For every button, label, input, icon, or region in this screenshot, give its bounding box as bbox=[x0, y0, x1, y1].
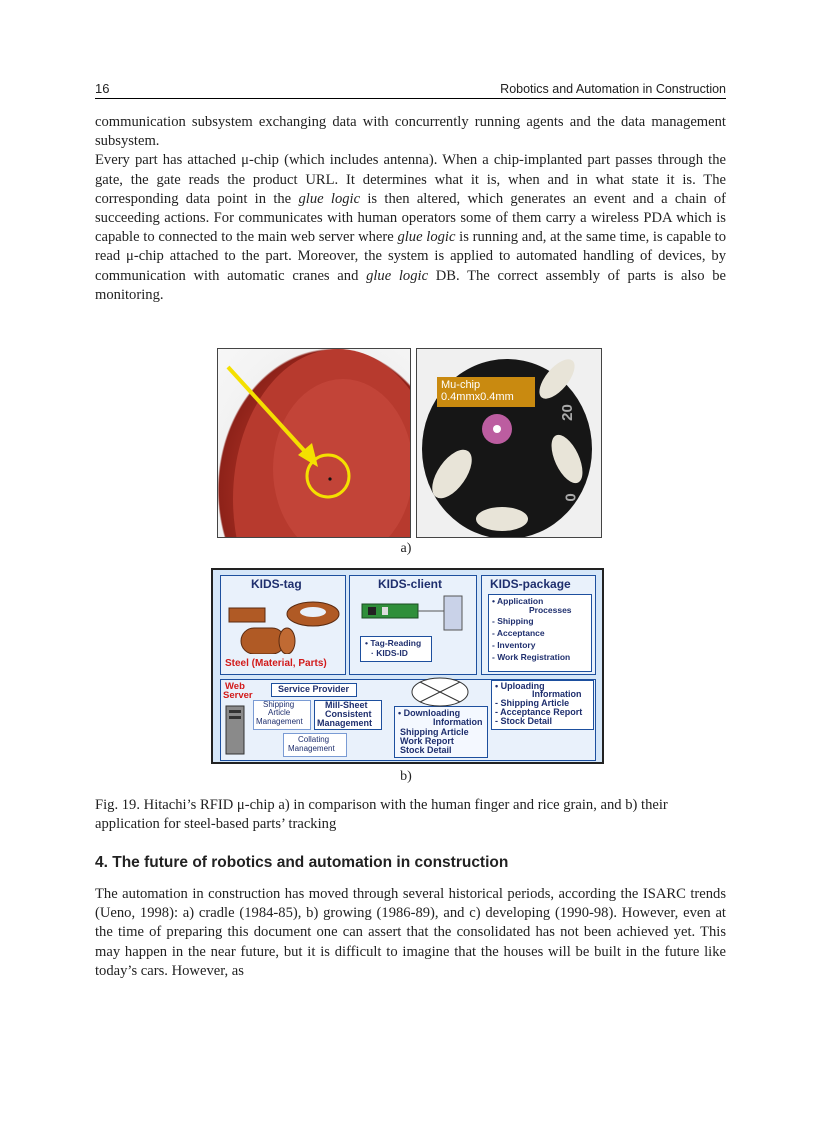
figure-b-diagram bbox=[211, 568, 604, 764]
paragraph-1: communication subsystem exchanging data with concurrently running agents and the data management subsystem. bbox=[95, 114, 726, 150]
mill-line: Mill-Sheet bbox=[325, 700, 368, 710]
figure-a bbox=[217, 348, 604, 538]
steel-label: Steel (Material, Parts) bbox=[225, 658, 327, 669]
up-line: Information bbox=[532, 689, 582, 699]
dl-line: Shipping Article bbox=[400, 727, 469, 737]
pkg-item: - Work Registration bbox=[492, 652, 571, 662]
up-line: - Acceptance Report bbox=[495, 707, 583, 717]
up-line: • Uploading bbox=[495, 681, 545, 691]
pkg-item: - Acceptance bbox=[492, 628, 545, 638]
page bbox=[95, 78, 726, 979]
uploading-box bbox=[491, 680, 594, 730]
shipping-article-box bbox=[253, 700, 311, 730]
paragraph-2: Every part has attached μ-chip (which includes antenna). When a chip-implanted part passes through the gate, the gate reads the product URL. It determines what it is, when and in what state it is. The corresponding data point in the glue logic is then altered, which generates an event and a chain of succeeding actions. For communicates with human operators some of them carry a wireless PDA which is capable to connected to the main web server where glue logic is running and, at the same time, is capable to read μ-chip attached to the part. Moreover, the system is applied to automated handling of devices, by communication with automatic cranes and glue logic DB. The correct assembly of parts is also be monitoring. bbox=[95, 152, 726, 303]
dl-line: Information bbox=[433, 717, 483, 727]
ruler-mark-0: 0 bbox=[562, 493, 580, 502]
running-header bbox=[95, 78, 726, 99]
mu-chip-label: Mu-chip bbox=[441, 379, 481, 391]
tag-reading-line1: • Tag-Reading bbox=[365, 638, 422, 648]
mill-line: Management bbox=[317, 718, 373, 728]
collating-box bbox=[283, 733, 347, 757]
kids-package-title: KIDS-package bbox=[490, 577, 571, 591]
finger-illustration bbox=[218, 349, 411, 538]
package-process-list bbox=[488, 594, 592, 672]
kids-tag-title: KIDS-tag bbox=[251, 577, 302, 591]
glue-logic-term: glue logic bbox=[298, 190, 361, 207]
pkg-item: • Application bbox=[492, 596, 544, 606]
coll-line: Management bbox=[288, 744, 335, 753]
reader-device-icon bbox=[352, 594, 476, 634]
rice-grain-illustration bbox=[417, 349, 602, 538]
up-line: - Stock Detail bbox=[495, 716, 553, 726]
dl-line: • Downloading bbox=[398, 708, 461, 718]
tag-reading-line2: · KIDS-ID bbox=[371, 648, 408, 658]
body-text bbox=[95, 113, 726, 305]
up-line: - Shipping Article bbox=[495, 698, 570, 708]
mill-line: Consistent bbox=[325, 709, 372, 719]
coll-line: Collating bbox=[298, 735, 330, 744]
kids-client-title: KIDS-client bbox=[378, 577, 443, 591]
web-server-label-2: Server bbox=[223, 690, 253, 701]
figure-label-b: b) bbox=[400, 769, 412, 784]
glue-logic-term: glue logic bbox=[366, 267, 429, 284]
server-icon bbox=[224, 704, 248, 756]
paragraph-3: The automation in construction has moved through several historical periods, according the ISARC trends (Ueno, 1998): a) cradle (1984-85), b) growing (1986-89), and c) developing (1990-98). However, even at the time of preparing this document one can assert that the consolidated has not been achieved yet. This may happen in the near future, but it is difficult to imagine that the houses will be built in the future like today’s cars. However, as bbox=[95, 886, 726, 979]
web-server-panel bbox=[220, 679, 596, 761]
ship-art-line: Article bbox=[268, 708, 291, 717]
rice-grain-photo bbox=[416, 348, 602, 538]
downloading-box bbox=[394, 706, 488, 758]
kids-tag-panel bbox=[220, 575, 346, 675]
glue-logic-term: glue logic bbox=[397, 229, 456, 246]
dl-line: Stock Detail bbox=[400, 745, 452, 755]
running-title: Robotics and Automation in Construction bbox=[500, 82, 726, 96]
steel-parts-icon bbox=[223, 594, 343, 654]
pkg-item: Processes bbox=[529, 605, 572, 615]
section-heading: 4. The future of robotics and automation in construction bbox=[95, 854, 509, 871]
tag-reading-box bbox=[360, 636, 432, 662]
figure-caption: Fig. 19. Hitachi’s RFID μ-chip a) in comparison with the human finger and rice grain, and b) their application for steel-based parts’ tracking bbox=[95, 797, 668, 833]
page-number: 16 bbox=[95, 81, 110, 96]
figure-label-a: a) bbox=[400, 541, 412, 556]
mill-sheet-box bbox=[314, 700, 382, 730]
ship-art-line: Management bbox=[256, 717, 303, 726]
kids-client-panel bbox=[349, 575, 477, 675]
dl-line: Work Report bbox=[400, 736, 454, 746]
network-hub-icon bbox=[395, 672, 485, 712]
mu-chip-size: 0.4mmx0.4mm bbox=[441, 391, 514, 403]
pkg-item: - Inventory bbox=[492, 640, 536, 650]
kids-package-panel bbox=[481, 575, 596, 675]
web-server-label-1: Web bbox=[225, 681, 245, 692]
service-provider-label: Service Provider bbox=[278, 684, 350, 694]
finger-photo bbox=[217, 348, 411, 538]
ruler-mark-20: 20 bbox=[558, 404, 576, 421]
pkg-item: - Shipping bbox=[492, 616, 534, 626]
ship-art-line: Shipping bbox=[263, 700, 295, 709]
service-provider-box bbox=[271, 683, 357, 697]
